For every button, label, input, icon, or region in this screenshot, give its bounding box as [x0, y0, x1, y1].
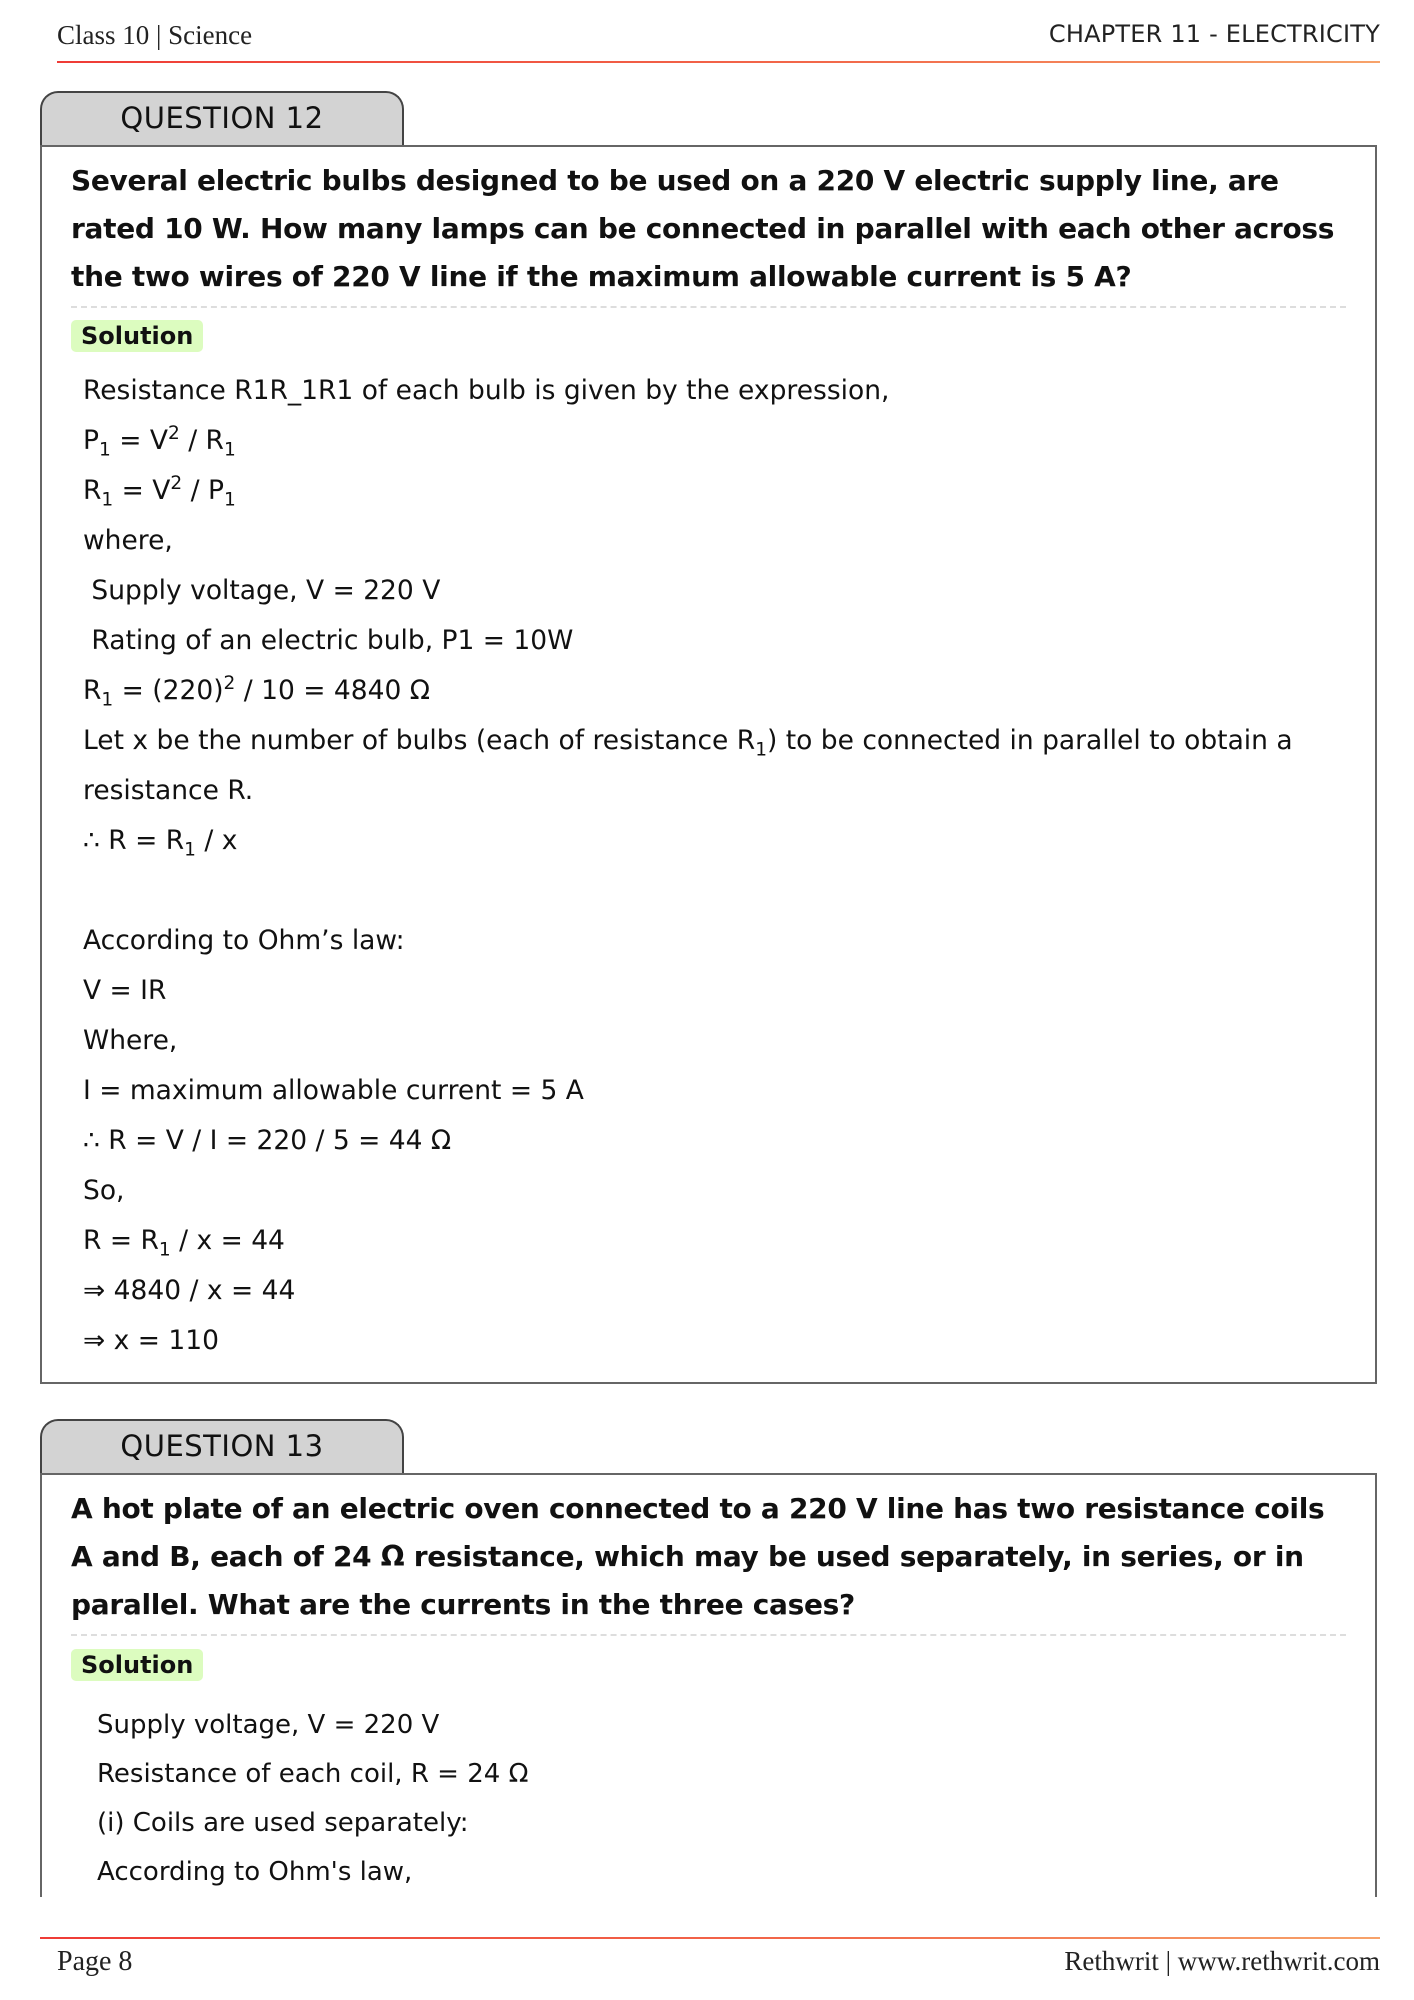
- class-subject-label: Class 10 | Science: [57, 20, 253, 50]
- solution-13-body: [97, 1701, 1346, 1897]
- solution-line: V = IR: [83, 975, 167, 1006]
- question-divider: [71, 1634, 1346, 1636]
- solution-line: Supply voltage, V = 220 V: [83, 575, 441, 606]
- question-12-label: QUESTION 12: [120, 101, 324, 135]
- solution-line: Rating of an electric bulb, P1 = 10W: [83, 625, 574, 656]
- blank-line: [83, 866, 1346, 916]
- question-12-box: [40, 145, 1377, 1384]
- solution-line: I = maximum allowable current = 5 A: [83, 1075, 584, 1106]
- question-13-label: QUESTION 13: [120, 1429, 324, 1463]
- solution-line: Where,: [83, 1025, 178, 1056]
- question-12-tab: [40, 91, 404, 145]
- question-12-text: Several electric bulbs designed to be used on a 220 V electric supply line, are rated 10 W. How many lamps can be connected in parallel with each other across the two wires of 220 V line if the maximum allowable current is 5 A?: [71, 164, 1335, 293]
- page-number: Page 8: [57, 1946, 133, 1977]
- solution-line: So,: [83, 1175, 125, 1206]
- question-13-box: [40, 1473, 1377, 1897]
- solution-line: Let x be the number of bulbs (each of resistance $R_1$) to be connected in parallel to obtain a resistance R.: [83, 725, 1293, 806]
- question-13-tab: [40, 1419, 404, 1473]
- solution-badge: Solution: [71, 1649, 203, 1681]
- solution-line: $R = R_1 / x = 44$: [83, 1225, 285, 1261]
- solution-line: $R_1 = V^2 / P_1$: [83, 473, 236, 511]
- solution-12-body: [83, 366, 1346, 1366]
- page-header: [57, 14, 1380, 62]
- solution-line: According to Ohm’s law:: [83, 925, 405, 956]
- solution-line: ∴ R = V / I = 220 / 5 = 44 Ω: [83, 1125, 452, 1156]
- header-divider: [57, 61, 1380, 63]
- question-13-text: A hot plate of an electric oven connected to a 220 V line has two resistance coils A and B, each of 24 Ω resistance, which may be used separately, in series, or in parallel. What are the currents in the three cases?: [71, 1492, 1325, 1621]
- site-credit: Rethwrit | www.rethwrit.com: [1064, 1946, 1380, 1976]
- solution-line: ∴ $R = R_1 / x$: [83, 825, 238, 861]
- question-divider: [71, 306, 1346, 308]
- solution-line: (i) Coils are used separately:: [97, 1808, 469, 1838]
- solution-line: According to Ohm's law,: [97, 1857, 413, 1887]
- solution-line: $P_1 = V^2 / R_1$: [83, 423, 236, 461]
- chapter-title: CHAPTER 11 - ELECTRICITY: [1048, 20, 1380, 48]
- solution-badge: Solution: [71, 320, 203, 352]
- footer-divider: [40, 1937, 1380, 1939]
- solution-line: Resistance R1R_1R1 of each bulb is given by the expression,: [83, 375, 890, 406]
- solution-line: $R_1 = (220)^2 / 10 = 4840$ Ω: [83, 673, 430, 711]
- solution-line: ⇒ 4840 / x = 44: [83, 1275, 296, 1306]
- solution-line: where,: [83, 525, 173, 556]
- solution-line: Resistance of each coil, R = 24 Ω: [97, 1759, 529, 1789]
- solution-line: Supply voltage, V = 220 V: [97, 1710, 440, 1740]
- solution-line: ⇒ x = 110: [83, 1325, 219, 1356]
